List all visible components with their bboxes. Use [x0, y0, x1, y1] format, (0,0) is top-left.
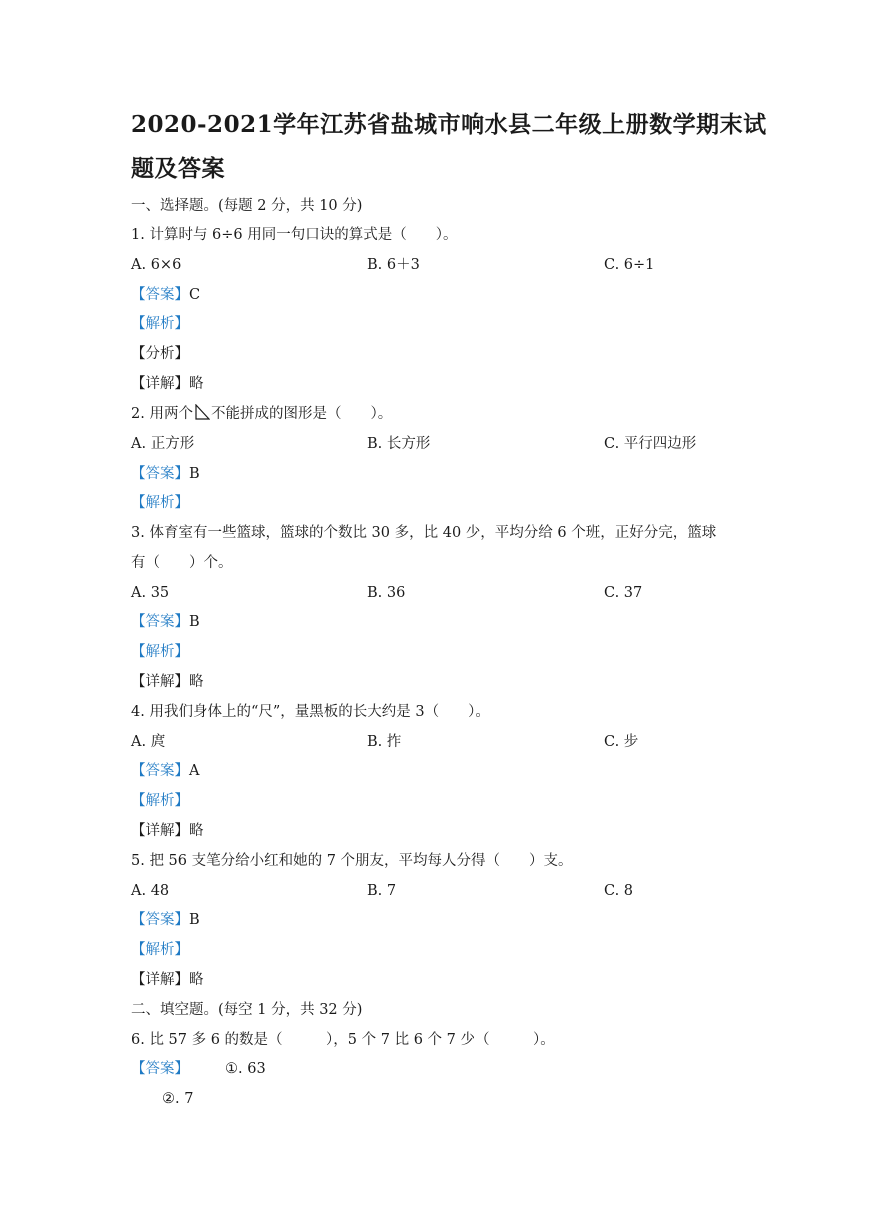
q2-option-c: C. 平行四边形 — [604, 436, 697, 452]
detail-value: 略 — [189, 972, 204, 988]
q5-detail — [131, 970, 204, 990]
q5-option-c: C. 8 — [604, 883, 634, 899]
q5-option-b: B. 7 — [367, 883, 397, 899]
answer-label: 【答案】 — [131, 466, 189, 482]
q2-option-a: A. 正方形 — [131, 436, 195, 452]
q2-analysis-label: 【解析】 — [131, 495, 189, 511]
q1-option-a: A. 6×6 — [131, 257, 182, 273]
detail-label: 【详解】 — [131, 674, 189, 690]
right-triangle-icon — [194, 404, 210, 421]
doc-title-line-1: 2020-2021学年江苏省盐城市响水县二年级上册数学期末试 — [131, 111, 767, 138]
q1-fenxi-label: 【分析】 — [131, 346, 189, 362]
question-3-text-line-2: 有（ ）个。 — [131, 555, 233, 571]
detail-label: 【详解】 — [131, 823, 189, 839]
answer-label: 【答案】 — [131, 912, 189, 928]
question-4-text: 4. 用我们身体上的“尺”，量黑板的长大约是 3（ ）。 — [131, 704, 490, 720]
q2-option-b: B. 长方形 — [367, 436, 431, 452]
q6-answer-value-2: ②. 7 — [162, 1091, 194, 1107]
q2-text-after: 不能拼成的图形是（ ）。 — [210, 406, 393, 422]
q6-answer — [131, 1059, 266, 1079]
q3-option-a: A. 35 — [131, 585, 170, 601]
question-1-text: 1. 计算时与 6÷6 用同一句口诀的算式是（ ）。 — [131, 227, 458, 243]
question-2-text — [131, 404, 392, 424]
q2-answer — [131, 464, 200, 484]
q3-answer — [131, 612, 200, 632]
detail-value: 略 — [189, 376, 204, 392]
section-heading-fill-in: 二、填空题。(每空 1 分，共 32 分) — [131, 1002, 363, 1018]
q3-detail — [131, 672, 204, 692]
q2-text-before: 2. 用两个 — [131, 406, 193, 422]
q1-answer — [131, 285, 200, 305]
answer-value: A — [189, 763, 200, 779]
answer-value: B — [189, 614, 200, 630]
answer-value: B — [189, 912, 200, 928]
q5-option-a: A. 48 — [131, 883, 170, 899]
answer-value-1: ①. 63 — [225, 1061, 266, 1077]
q5-analysis-label: 【解析】 — [131, 942, 189, 958]
q4-analysis-label: 【解析】 — [131, 793, 189, 809]
q1-analysis-label: 【解析】 — [131, 316, 189, 332]
q1-option-b: B. 6＋3 — [367, 257, 420, 273]
answer-label: 【答案】 — [131, 763, 189, 779]
q4-option-a: A. 庹 — [131, 734, 166, 750]
answer-value: B — [189, 466, 200, 482]
q4-detail — [131, 821, 204, 841]
q3-option-c: C. 37 — [604, 585, 643, 601]
q5-answer — [131, 910, 200, 930]
answer-label: 【答案】 — [131, 287, 189, 303]
question-5-text: 5. 把 56 支笔分给小红和她的 7 个朋友，平均每人分得（ ）支。 — [131, 853, 573, 869]
detail-value: 略 — [189, 674, 204, 690]
section-heading-choice: 一、选择题。(每题 2 分，共 10 分) — [131, 198, 363, 214]
q1-option-c: C. 6÷1 — [604, 257, 655, 273]
doc-title-line-2: 题及答案 — [131, 155, 225, 182]
detail-label: 【详解】 — [131, 972, 189, 988]
detail-label: 【详解】 — [131, 376, 189, 392]
q1-detail — [131, 374, 204, 394]
q4-option-b: B. 拃 — [367, 734, 402, 750]
answer-label: 【答案】 — [131, 614, 189, 630]
q4-answer — [131, 761, 199, 781]
answer-label: 【答案】 — [131, 1061, 189, 1077]
question-3-text-line-1: 3. 体育室有一些篮球，篮球的个数比 30 多，比 40 少，平均分给 6 个班，正好分完，篮球 — [131, 525, 717, 541]
answer-value: C — [189, 287, 201, 303]
question-6-text: 6. 比 57 多 6 的数是（ ），5 个 7 比 6 个 7 少（ ）。 — [131, 1032, 555, 1048]
detail-value: 略 — [189, 823, 204, 839]
q3-analysis-label: 【解析】 — [131, 644, 189, 660]
q3-option-b: B. 36 — [367, 585, 406, 601]
q4-option-c: C. 步 — [604, 734, 639, 750]
